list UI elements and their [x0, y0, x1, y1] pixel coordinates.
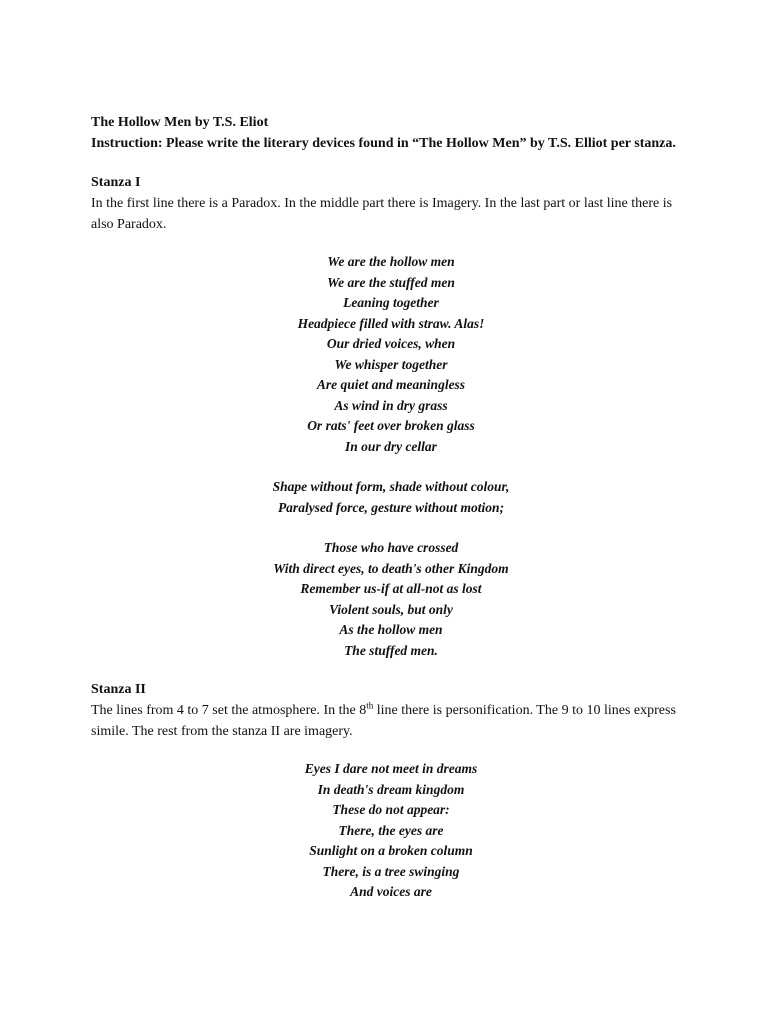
poem-line: Or rats' feet over broken glass [307, 418, 475, 433]
poem-group [91, 477, 691, 518]
poem-line: As wind in dry grass [334, 397, 448, 413]
poem-group [91, 252, 691, 457]
poem-line: Shape without form, shade without colour, [272, 479, 510, 494]
document-page [91, 112, 691, 903]
poem-line: Remember us-if at all-not as lost [300, 581, 482, 596]
poem-line: With direct eyes, to death's other Kingdom [273, 560, 509, 576]
poem-line: The stuffed men. [344, 642, 438, 658]
instruction-text: Instruction: Please write the literary devices found in “The Hollow Men” by T.S. Elliot per stanza. [91, 136, 676, 151]
analysis-text: line there is personification. The 9 to 10 lines express simile. The rest from the stanza II are imagery. [91, 703, 676, 739]
poem-group [91, 538, 691, 661]
poem-line: We are the stuffed men [327, 274, 455, 290]
poem-line: In death's dream kingdom [317, 781, 465, 797]
stanza-heading: Stanza II [91, 682, 146, 697]
poem-line: There, the eyes are [338, 822, 444, 838]
poem-line: Those who have crossed [323, 540, 459, 555]
poem-line: And voices are [350, 884, 432, 899]
poem-line: There, is a tree swinging [322, 863, 460, 879]
stanza-heading: Stanza I [91, 175, 141, 190]
poem-line: Eyes I dare not meet in dreams [304, 761, 478, 776]
poem-group [91, 759, 691, 903]
poem-line: These do not appear: [332, 802, 450, 817]
poem-line: Violent souls, but only [329, 601, 453, 617]
poem-line: Our dried voices, when [326, 336, 456, 351]
poem-line: Paralysed force, gesture without motion; [277, 499, 505, 515]
analysis-text: The lines from 4 to 7 set the atmosphere. In the 8 [91, 703, 367, 718]
poem-line: As the hollow men [339, 622, 443, 637]
poem-line: We are the hollow men [327, 254, 455, 269]
poem-line: Headpiece filled with straw. Alas! [297, 315, 485, 331]
ordinal-suffix: th [366, 700, 374, 711]
document-title: The Hollow Men by T.S. Eliot [91, 115, 269, 130]
stanza-analysis: In the first line there is a Paradox. In the middle part there is Imagery. In the last part or last line there is also Paradox. [91, 196, 673, 232]
poem-line: In our dry cellar [345, 438, 437, 454]
poem-line: We whisper together [334, 356, 448, 372]
poem-line: Leaning together [343, 295, 439, 310]
stanza-analysis [91, 700, 691, 742]
poem-line: Are quiet and meaningless [316, 377, 466, 392]
poem-line: Sunlight on a broken column [309, 843, 473, 858]
